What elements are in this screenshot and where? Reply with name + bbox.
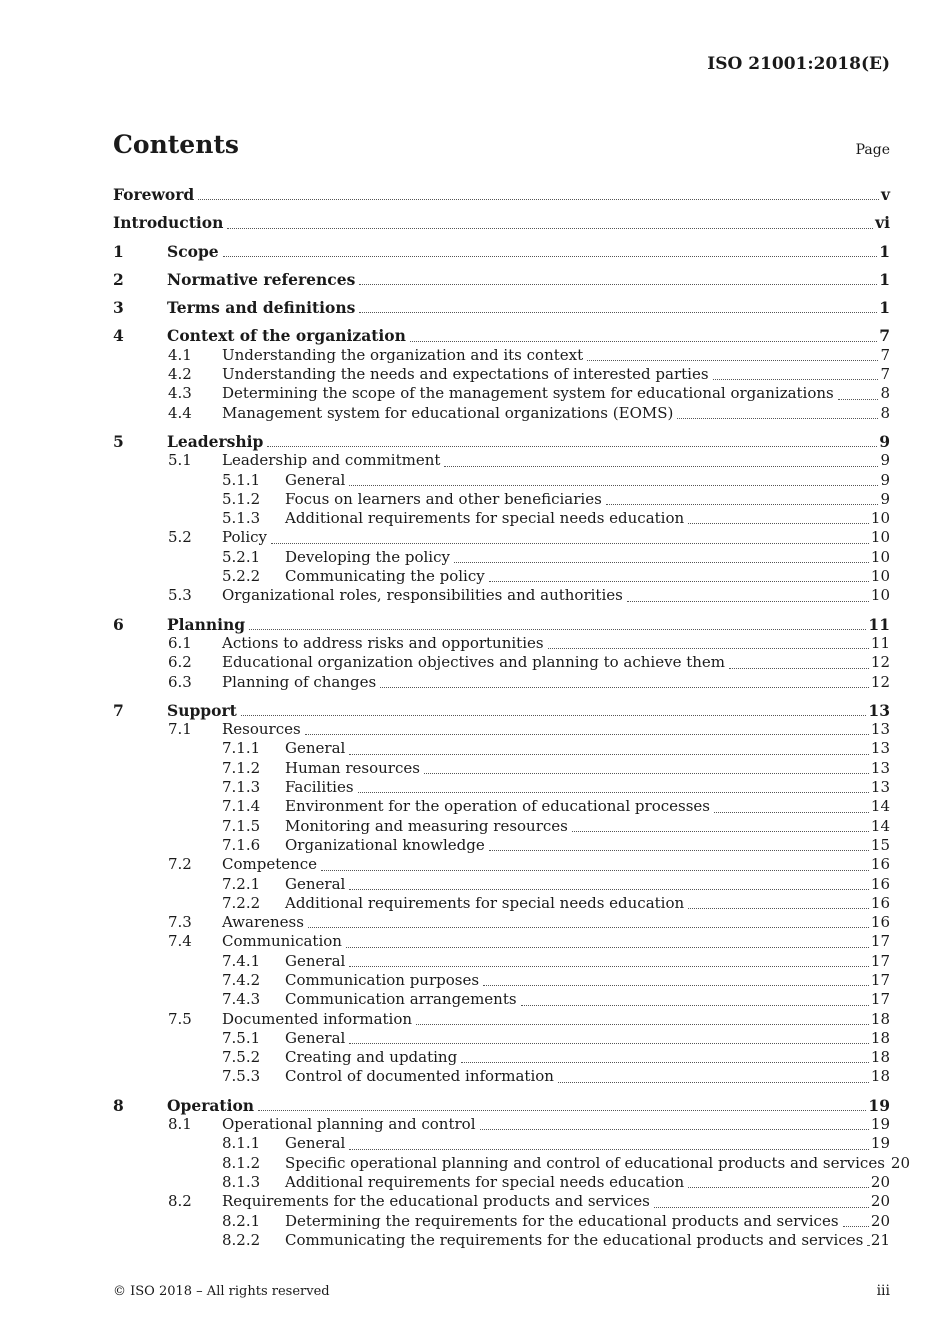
- toc-entry-title[interactable]: Communication: [222, 932, 342, 951]
- toc-entry-title[interactable]: General: [285, 739, 346, 758]
- toc-entry-number: 8.2.1: [222, 1211, 261, 1230]
- toc-entry-page: 13: [870, 739, 890, 758]
- toc-entry-title[interactable]: Monitoring and measuring resources: [285, 816, 568, 835]
- dot-leader: [838, 398, 879, 400]
- dot-leader: [258, 1109, 866, 1111]
- toc-entry-page: 20: [870, 1211, 890, 1230]
- toc-entry-number: 5.3: [168, 586, 192, 605]
- toc-entry-page: 19: [868, 1095, 890, 1115]
- toc-entry-number: 5.1.2: [222, 489, 261, 508]
- toc-entry-number: 5.1.1: [222, 470, 261, 489]
- page-number: iii: [876, 1283, 890, 1299]
- toc-entry[interactable]: [113, 634, 890, 653]
- toc-entry-title[interactable]: Focus on learners and other beneficiaries: [285, 489, 602, 508]
- toc-entry-page: 14: [870, 816, 890, 835]
- toc-entry-number: 7.3: [168, 913, 192, 932]
- toc-entry-page: 13: [870, 778, 890, 797]
- dot-leader: [359, 283, 877, 285]
- toc-entry[interactable]: [113, 759, 890, 778]
- dot-leader: [410, 340, 877, 342]
- toc-entry-page: 9: [880, 470, 890, 489]
- toc-entry-number: 7.5: [168, 1009, 192, 1028]
- dot-leader: [572, 830, 869, 832]
- toc-entry-title[interactable]: Policy: [222, 528, 267, 547]
- dot-leader: [349, 753, 869, 755]
- toc-entry-page: 21: [870, 1230, 890, 1249]
- dot-leader: [241, 714, 867, 716]
- dot-leader: [843, 1225, 869, 1227]
- toc-entry[interactable]: [113, 242, 890, 261]
- toc-entry-page: 12: [870, 672, 890, 691]
- toc-entry-number: 5.2.1: [222, 547, 261, 566]
- toc-entry[interactable]: [113, 778, 890, 797]
- dot-leader: [349, 888, 869, 890]
- dot-leader: [587, 359, 878, 361]
- dot-leader: [867, 1244, 869, 1246]
- toc-entry-number: 6.3: [168, 672, 192, 691]
- dot-leader: [444, 465, 878, 467]
- toc-entry-page: 9: [879, 431, 890, 451]
- toc-entry-page: 20: [870, 1172, 890, 1191]
- dot-leader: [729, 667, 869, 669]
- toc-entry-title[interactable]: General: [285, 470, 346, 489]
- table-of-contents: [113, 185, 911, 1250]
- dot-leader: [308, 926, 869, 928]
- toc-entry[interactable]: [113, 185, 890, 204]
- dot-leader: [227, 227, 873, 229]
- toc-entry-page: 16: [870, 893, 890, 912]
- dot-leader: [267, 445, 877, 447]
- toc-entry-title[interactable]: General: [285, 874, 346, 893]
- toc-entry-title[interactable]: Creating and updating: [285, 1048, 458, 1067]
- dot-leader: [480, 1128, 869, 1130]
- toc-entry-title[interactable]: Human resources: [285, 758, 420, 777]
- dot-leader: [677, 417, 878, 419]
- toc-entry-number: 7.1: [168, 720, 192, 739]
- toc-entry-number: 8.1.2: [222, 1153, 261, 1172]
- toc-entry-page: 9: [880, 489, 890, 508]
- dot-leader: [346, 946, 869, 948]
- toc-entry-number: 7.1.3: [222, 778, 261, 797]
- toc-entry-page: 13: [870, 758, 890, 777]
- toc-entry[interactable]: [113, 836, 890, 855]
- toc-entry-title[interactable]: Environment for the operation of educational processes: [285, 797, 710, 816]
- dot-leader: [380, 686, 869, 688]
- toc-entry-title[interactable]: Normative references: [167, 269, 356, 289]
- dot-leader: [713, 378, 879, 380]
- dot-leader: [548, 647, 869, 649]
- toc-entry-title[interactable]: Additional requirements for special needs education: [285, 893, 685, 912]
- toc-entry-number: 4.1: [168, 345, 192, 364]
- dot-leader: [198, 198, 879, 200]
- toc-entry[interactable]: [113, 1173, 890, 1192]
- dot-leader: [249, 628, 866, 630]
- toc-entry-number: 7.2: [168, 855, 192, 874]
- toc-entry-page: 1: [879, 241, 890, 261]
- toc-entry-number: 1: [113, 241, 124, 261]
- dot-leader: [359, 311, 877, 313]
- toc-entry-page: 10: [870, 547, 890, 566]
- toc-entry[interactable]: [113, 432, 890, 451]
- toc-entry[interactable]: [113, 567, 890, 586]
- toc-entry-number: 7.5.2: [222, 1048, 261, 1067]
- toc-entry[interactable]: [113, 509, 890, 528]
- toc-entry-title[interactable]: Planning: [167, 614, 246, 634]
- toc-entry-number: 7.1.4: [222, 797, 261, 816]
- toc-entry-number: 5.1.3: [222, 509, 261, 528]
- toc-entry-title[interactable]: Organizational knowledge: [285, 835, 485, 854]
- toc-entry-number: 6.1: [168, 633, 192, 652]
- toc-entry-page: 1: [879, 269, 890, 289]
- toc-entry-page: 15: [870, 835, 890, 854]
- toc-entry-title[interactable]: Communicating the requirements for the educational products and services: [285, 1230, 864, 1249]
- toc-entry-page: 20: [890, 1153, 911, 1172]
- toc-entry-title[interactable]: Support: [167, 700, 237, 720]
- toc-entry-page: 19: [870, 1134, 890, 1153]
- toc-entry[interactable]: [113, 528, 890, 547]
- toc-entry-title[interactable]: Communicating the policy: [285, 567, 485, 586]
- toc-entry[interactable]: [113, 298, 890, 317]
- dot-leader: [321, 869, 869, 871]
- toc-entry-number: 7.1.2: [222, 758, 261, 777]
- toc-entry-title[interactable]: Terms and definitions: [167, 298, 356, 318]
- toc-entry[interactable]: [113, 548, 890, 567]
- toc-entry-number: 5.1: [168, 451, 192, 470]
- dot-leader: [627, 600, 869, 602]
- toc-entry-title[interactable]: Operational planning and control: [222, 1115, 476, 1134]
- toc-entry[interactable]: [113, 1067, 890, 1086]
- toc-entry[interactable]: [113, 213, 890, 232]
- dot-leader: [688, 907, 869, 909]
- toc-entry-page: 18: [870, 1067, 890, 1086]
- toc-entry[interactable]: [113, 894, 890, 913]
- toc-entry-number: 8: [113, 1095, 124, 1115]
- toc-entry-number: 8.1.3: [222, 1172, 261, 1191]
- toc-entry-page: 8: [880, 403, 890, 422]
- dot-leader: [349, 965, 869, 967]
- toc-entry[interactable]: [113, 701, 890, 720]
- toc-entry-number: 7.4.1: [222, 951, 261, 970]
- toc-entry[interactable]: [113, 471, 890, 490]
- toc-entry[interactable]: [113, 404, 890, 423]
- toc-entry-number: 8.2: [168, 1192, 192, 1211]
- dot-leader: [489, 580, 869, 582]
- toc-entry[interactable]: [113, 1010, 890, 1029]
- toc-entry-title[interactable]: Foreword: [113, 185, 195, 204]
- toc-entry-title[interactable]: Leadership and commitment: [222, 451, 441, 470]
- toc-entry-number: 7.1.6: [222, 835, 261, 854]
- toc-entry[interactable]: [113, 615, 890, 634]
- toc-entry-page: 7: [879, 326, 890, 346]
- toc-entry[interactable]: [113, 1134, 890, 1153]
- toc-entry-page: 10: [870, 567, 890, 586]
- toc-entry-page: 17: [870, 932, 890, 951]
- toc-entry[interactable]: [113, 1096, 890, 1115]
- toc-entry-title[interactable]: General: [285, 1134, 346, 1153]
- toc-entry-number: 4.3: [168, 384, 192, 403]
- toc-entry[interactable]: [113, 1212, 890, 1231]
- toc-entry-title[interactable]: Determining the scope of the management system for educational organizations: [222, 384, 834, 403]
- toc-entry-title[interactable]: Specific operational planning and control of educational products and services: [285, 1153, 885, 1172]
- toc-entry-title[interactable]: Management system for educational organizations (EOMS): [222, 403, 674, 422]
- copyright-notice: © ISO 2018 – All rights reserved: [113, 1284, 330, 1299]
- page-column-label: Page: [855, 142, 890, 158]
- dot-leader: [654, 1206, 869, 1208]
- toc-entry-number: 4: [113, 326, 124, 346]
- toc-entry[interactable]: [113, 1115, 890, 1134]
- dot-leader: [521, 1004, 869, 1006]
- toc-entry-number: 7.1.1: [222, 739, 261, 758]
- toc-entry-page: 18: [870, 1028, 890, 1047]
- toc-entry-number: 7.2.1: [222, 874, 261, 893]
- toc-entry-number: 7: [113, 700, 124, 720]
- dot-leader: [349, 484, 878, 486]
- toc-entry[interactable]: [113, 1153, 911, 1173]
- toc-entry-page: 17: [870, 951, 890, 970]
- toc-entry[interactable]: [113, 653, 890, 672]
- toc-entry[interactable]: [113, 451, 890, 470]
- toc-entry-title[interactable]: Context of the organization: [167, 326, 406, 346]
- dot-leader: [606, 503, 879, 505]
- toc-entry-page: 7: [880, 365, 890, 384]
- toc-entry[interactable]: [113, 932, 890, 951]
- toc-entry-number: 8.1: [168, 1115, 192, 1134]
- toc-entry-title[interactable]: Actions to address risks and opportunities: [222, 633, 544, 652]
- toc-entry-page: 13: [870, 720, 890, 739]
- toc-entry[interactable]: [113, 673, 890, 692]
- dot-leader: [688, 1186, 869, 1188]
- toc-entry-page: 13: [868, 700, 890, 720]
- toc-entry-title[interactable]: Leadership: [167, 431, 264, 451]
- toc-entry-title[interactable]: Competence: [222, 855, 318, 874]
- dot-leader: [483, 984, 869, 986]
- toc-entry-page: 8: [880, 384, 890, 403]
- toc-entry-page: 18: [870, 1048, 890, 1067]
- toc-entry-number: 5.2: [168, 528, 192, 547]
- toc-entry-title[interactable]: Communication arrangements: [285, 990, 517, 1009]
- dot-leader: [461, 1061, 869, 1063]
- toc-entry[interactable]: [113, 1192, 890, 1211]
- dot-leader: [558, 1081, 869, 1083]
- toc-entry-page: 9: [880, 451, 890, 470]
- toc-entry-number: 8.2.2: [222, 1230, 261, 1249]
- dot-leader: [714, 811, 869, 813]
- toc-entry-title[interactable]: Documented information: [222, 1009, 413, 1028]
- toc-entry-title[interactable]: Understanding the organization and its context: [222, 345, 584, 364]
- toc-entry-number: 4.4: [168, 403, 192, 422]
- toc-entry[interactable]: [113, 913, 890, 932]
- toc-entry-title[interactable]: Operation: [167, 1095, 255, 1115]
- toc-entry[interactable]: [113, 797, 890, 816]
- toc-entry-number: 2: [113, 269, 124, 289]
- toc-entry-number: 6.2: [168, 653, 192, 672]
- toc-entry-title[interactable]: Determining the requirements for the educational products and services: [285, 1211, 839, 1230]
- toc-entry-page: 7: [880, 345, 890, 364]
- toc-entry[interactable]: [113, 346, 890, 365]
- toc-entry[interactable]: [113, 1231, 890, 1250]
- toc-entry-number: 7.4.3: [222, 990, 261, 1009]
- toc-entry-title[interactable]: Scope: [167, 241, 219, 261]
- toc-entry-page: 19: [870, 1115, 890, 1134]
- toc-entry-page: 11: [870, 633, 890, 652]
- toc-entry-title[interactable]: General: [285, 1028, 346, 1047]
- toc-entry-page: 1: [879, 298, 890, 318]
- toc-entry-title[interactable]: Additional requirements for special needs education: [285, 509, 685, 528]
- toc-entry-title[interactable]: Additional requirements for special needs education: [285, 1172, 685, 1191]
- toc-entry[interactable]: [113, 720, 890, 739]
- dot-leader: [454, 561, 869, 563]
- dot-leader: [349, 1148, 869, 1150]
- document-id: ISO 21001:2018(E): [707, 54, 890, 74]
- toc-entry[interactable]: [113, 952, 890, 971]
- dot-leader: [349, 1042, 869, 1044]
- dot-leader: [305, 733, 869, 735]
- dot-leader: [223, 255, 878, 257]
- toc-entry-number: 5.2.2: [222, 567, 261, 586]
- toc-entry-page: vi: [875, 213, 890, 233]
- toc-entry-number: 7.5.3: [222, 1067, 261, 1086]
- toc-entry-title[interactable]: General: [285, 951, 346, 970]
- toc-entry[interactable]: [113, 326, 890, 345]
- dot-leader: [688, 522, 869, 524]
- toc-entry[interactable]: [113, 490, 890, 509]
- toc-entry-number: 8.1.1: [222, 1134, 261, 1153]
- toc-entry-title[interactable]: Requirements for the educational products and services: [222, 1192, 650, 1211]
- toc-entry-page: 16: [870, 913, 890, 932]
- toc-entry-page: 16: [870, 874, 890, 893]
- toc-entry-title[interactable]: Introduction: [113, 213, 224, 233]
- toc-entry-number: 3: [113, 298, 124, 318]
- toc-entry-title[interactable]: Resources: [222, 720, 301, 739]
- toc-entry-number: 7.4: [168, 932, 192, 951]
- toc-entry[interactable]: [113, 1048, 890, 1067]
- dot-leader: [489, 849, 869, 851]
- toc-entry-page: 20: [870, 1192, 890, 1211]
- toc-entry-number: 7.1.5: [222, 816, 261, 835]
- toc-entry[interactable]: [113, 586, 890, 605]
- toc-entry-page: 11: [868, 614, 890, 634]
- toc-entry-page: 10: [870, 509, 890, 528]
- toc-entry-title[interactable]: Developing the policy: [285, 547, 450, 566]
- toc-entry[interactable]: [113, 1029, 890, 1048]
- toc-entry-page: 10: [870, 586, 890, 605]
- toc-entry-number: 7.5.1: [222, 1028, 261, 1047]
- toc-entry[interactable]: [113, 990, 890, 1009]
- toc-entry[interactable]: [113, 270, 890, 289]
- toc-entry-page: 12: [870, 653, 890, 672]
- toc-entry[interactable]: [113, 739, 890, 758]
- toc-entry-page: 17: [870, 970, 890, 989]
- dot-leader: [424, 772, 869, 774]
- toc-entry-title[interactable]: Facilities: [285, 778, 354, 797]
- toc-entry-number: 7.4.2: [222, 970, 261, 989]
- toc-entry-page: 17: [870, 990, 890, 1009]
- toc-entry-number: 4.2: [168, 365, 192, 384]
- dot-leader: [271, 542, 869, 544]
- toc-entry-title[interactable]: Communication purposes: [285, 970, 480, 989]
- toc-entry-title[interactable]: Organizational roles, responsibilities and authorities: [222, 586, 623, 605]
- toc-entry-title[interactable]: Awareness: [222, 913, 304, 932]
- toc-entry-title[interactable]: Educational organization objectives and planning to achieve them: [222, 653, 725, 672]
- dot-leader: [416, 1023, 869, 1025]
- toc-entry[interactable]: [113, 817, 890, 836]
- dot-leader: [358, 791, 869, 793]
- page-title: Contents: [113, 130, 240, 159]
- toc-entry-page: 18: [870, 1009, 890, 1028]
- toc-entry[interactable]: [113, 971, 890, 990]
- toc-entry-page: v: [880, 185, 890, 204]
- toc-entry-number: 7.2.2: [222, 893, 261, 912]
- toc-entry-page: 14: [870, 797, 890, 816]
- toc-entry[interactable]: [113, 384, 890, 403]
- toc-entry[interactable]: [113, 365, 890, 384]
- toc-entry-page: 10: [870, 528, 890, 547]
- toc-entry-number: 5: [113, 431, 124, 451]
- toc-entry-page: 16: [870, 855, 890, 874]
- toc-entry[interactable]: [113, 875, 890, 894]
- toc-entry-number: 6: [113, 614, 124, 634]
- toc-entry-title[interactable]: Planning of changes: [222, 672, 377, 691]
- toc-entry-title[interactable]: Understanding the needs and expectations of interested parties: [222, 365, 709, 384]
- toc-entry-title[interactable]: Control of documented information: [285, 1067, 554, 1086]
- toc-entry[interactable]: [113, 855, 890, 874]
